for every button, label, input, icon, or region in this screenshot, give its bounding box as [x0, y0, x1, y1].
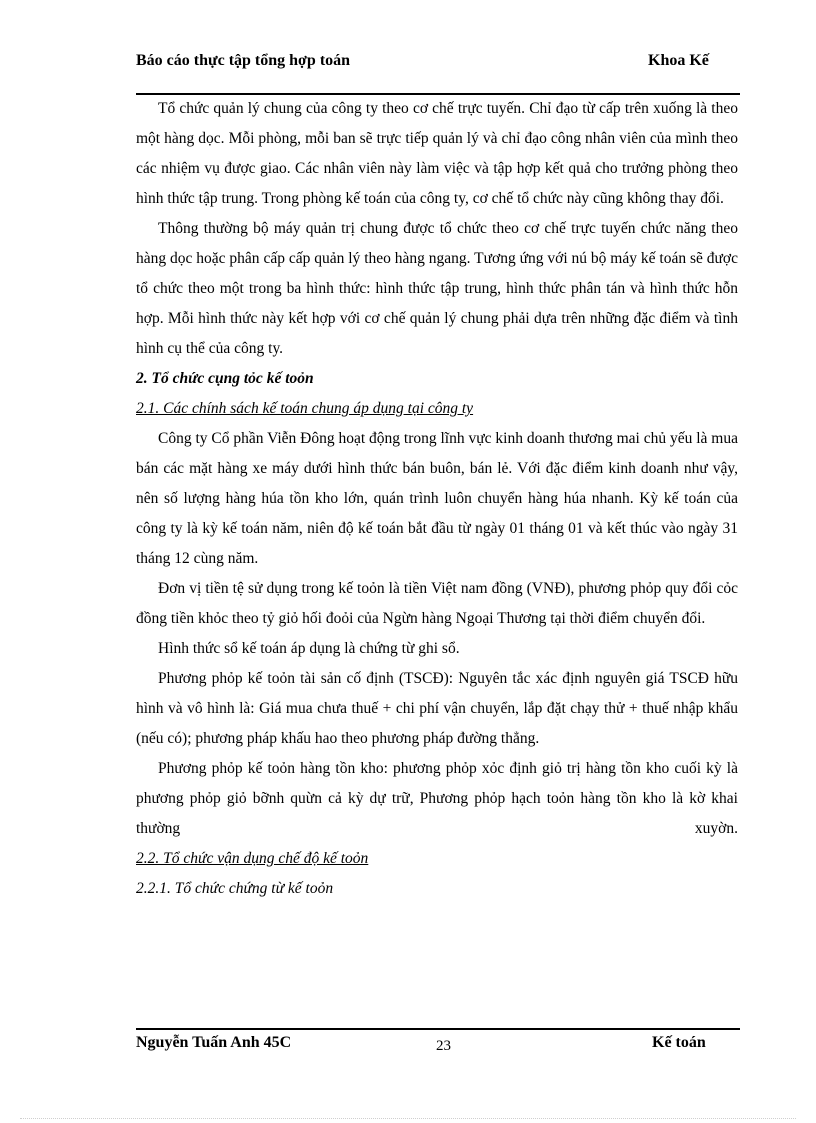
paragraph-accounting-apparatus: Thông thường bộ máy quản trị chung được tổ chức theo cơ chế trực tuyến chức năng theo hàng dọc hoặc phân cấp cấp quản lý theo hàng ngang. Tương ứng với nú bộ máy kế toán sẽ được tổ chức theo một trong ba hình thức: hình thức tập trung, hình thức phân tán và hình thức hỗn hợp. Mỗi hình thức này kết hợp với cơ chế quản lý chung phải dựa trên những đặc điểm và tình hình cụ thể của công ty.	[136, 220, 738, 357]
page-header	[136, 50, 740, 94]
section-2-2-1-heading: 2.2.1. Tổ chức chứng từ kế toỏn	[136, 880, 334, 897]
footer-rule	[136, 1028, 740, 1030]
section-2-heading: 2. Tổ chức cụng tỏc kế toỏn	[136, 370, 314, 387]
section-2-2-heading: 2.2. Tổ chức vận dụng chế độ kế toỏn	[136, 850, 369, 867]
paragraph-fixed-assets: Phương phỏp kế toỏn tài sản cố định (TSCĐ): Nguyên tắc xác định nguyên giá TSCĐ hữu hình và vô hình là: Giá mua chưa thuế + chi phí vận chuyển, lắp đặt chạy thử + thuế nhập khẩu (nếu có); phương pháp khấu hao theo phương pháp đường thẳng.	[136, 670, 738, 747]
footer-author: Nguyễn Tuấn Anh 45C	[136, 1034, 292, 1051]
paragraph-bookkeeping-form: Hình thức sổ kế toán áp dụng là chứng từ ghi sổ.	[158, 640, 460, 657]
paragraph-company-activity: Công ty Cổ phần Viễn Đông hoạt động trong lĩnh vực kinh doanh thương mai chủ yếu là mua bán các mặt hàng xe máy dưới hình thức bán buôn, bán lẻ. Với đặc điểm kinh doanh như vậy, nên số lượng hàng húa tồn kho lớn, quán trình luôn chuyển hàng húa nhanh. Kỳ kế toán của công ty là kỳ kế toán năm, niên độ kế toán bắt đầu từ ngày 01 tháng 01 và kết thúc vào ngày 31 tháng 12 cùng năm.	[136, 430, 738, 567]
document-body	[136, 94, 738, 904]
paragraph-inventory: Phương phỏp kế toỏn hàng tồn kho: phương phỏp xỏc định giỏ trị hàng tồn kho cuối kỳ là phương phỏp giỏ bỡnh quừn cả kỳ dự trữ, Phương phỏp hạch toỏn hàng tồn kho là kờ khai thường xuyờn.	[136, 760, 738, 837]
page-edge-divider	[20, 1118, 796, 1119]
header-report-title: Báo cáo thực tập tổng hợp toán	[136, 52, 351, 69]
section-2-1-heading: 2.1. Các chính sách kế toán chung áp dụng tại công ty	[136, 400, 474, 417]
paragraph-management-structure: Tổ chức quản lý chung của công ty theo cơ chế trực tuyến. Chỉ đạo từ cấp trên xuống là theo một hàng dọc. Mỗi phòng, mỗi ban sẽ trực tiếp quản lý và chỉ đạo công nhân viên của mình theo các nhiệm vụ được giao. Các nhân viên này làm việc và tập hợp kết quả cho trưởng phòng theo hình thức tập trung. Trong phòng kế toán của công ty, cơ chế tổ chức này cũng không thay đổi.	[136, 100, 738, 207]
paragraph-currency-unit: Đơn vị tiền tệ sử dụng trong kế toỏn là tiền Việt nam đồng (VNĐ), phương phỏp quy đổi cỏc đồng tiền khỏc theo tỷ giỏ hối đoỏi của Ngừn hàng Ngoại Thương tại thời điểm chuyển đổi.	[136, 580, 738, 627]
page-footer	[136, 1032, 740, 1080]
page-number: 23	[436, 1038, 451, 1054]
header-department: Khoa Kế	[648, 52, 709, 69]
footer-department: Kế toán	[652, 1034, 706, 1051]
